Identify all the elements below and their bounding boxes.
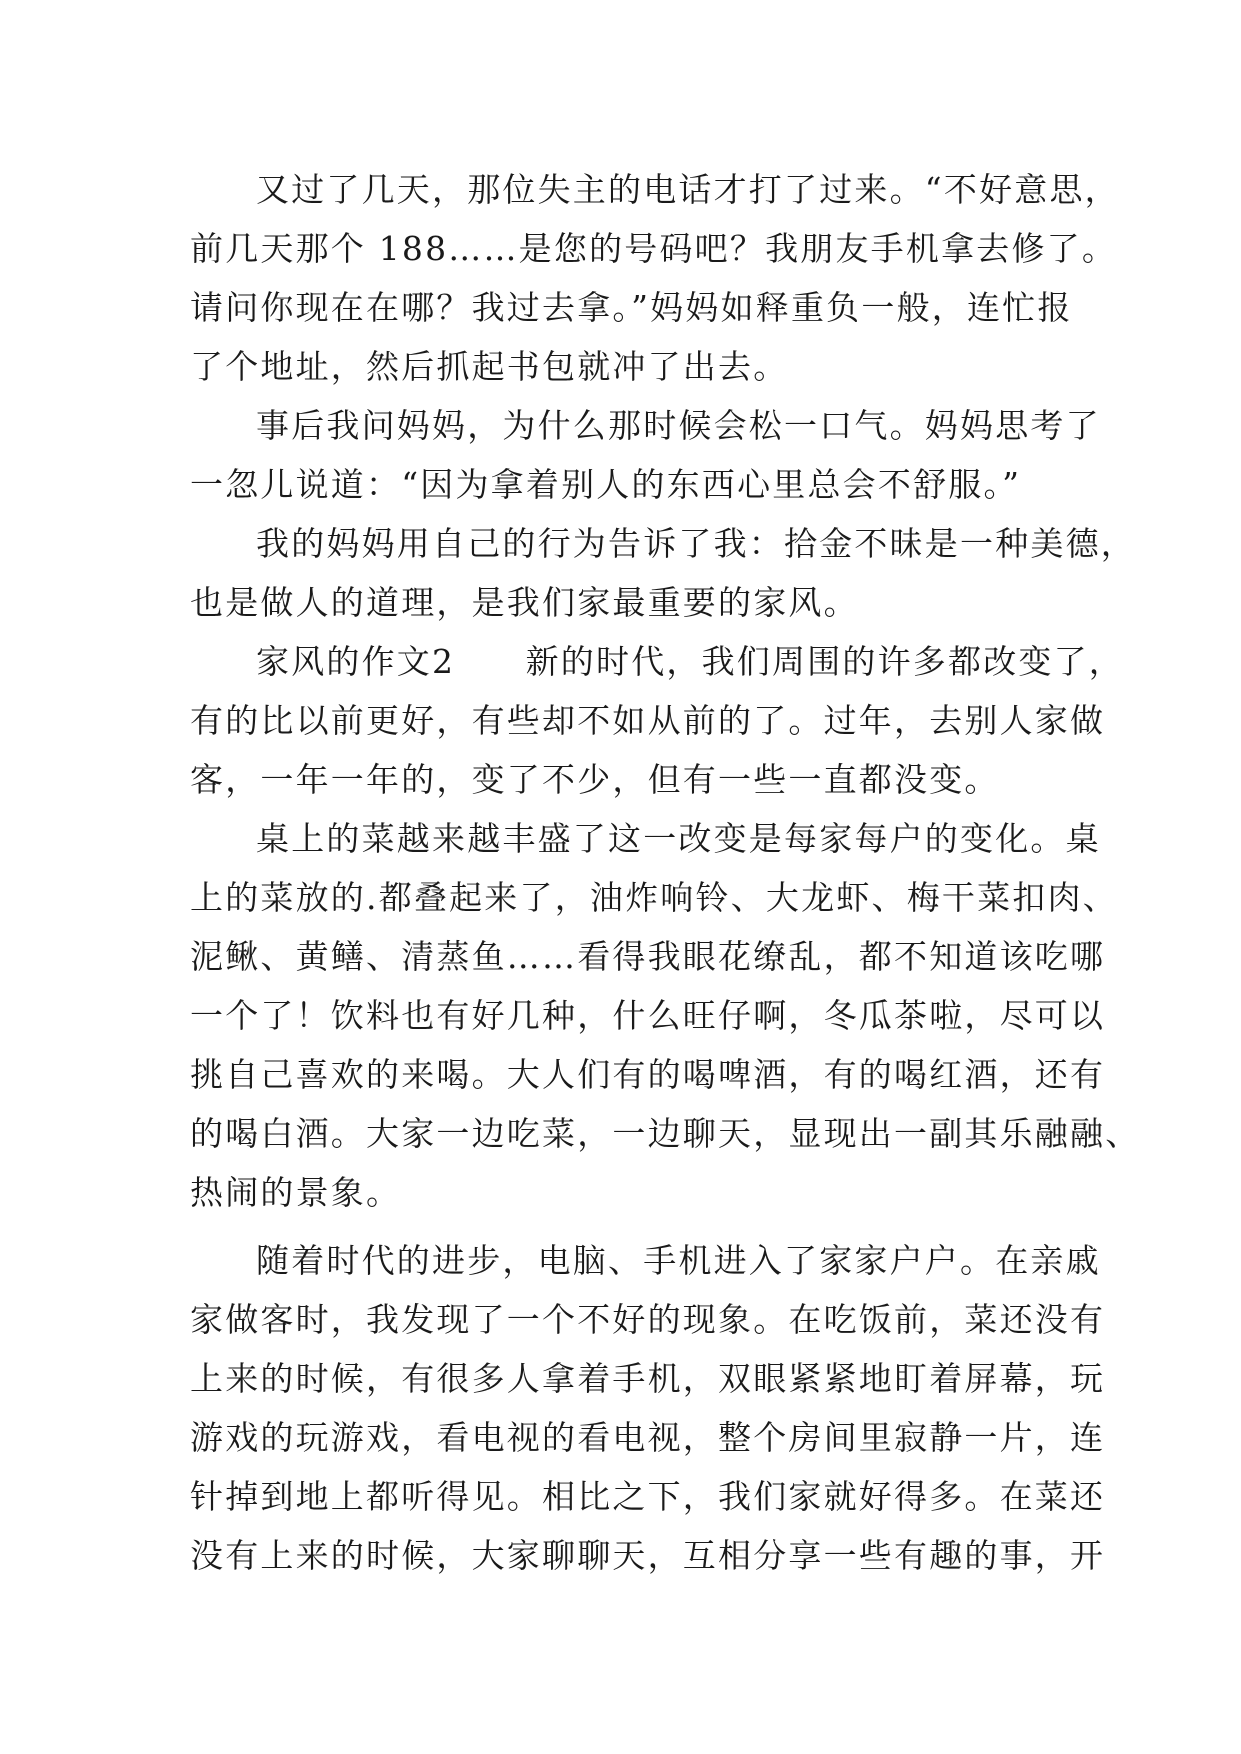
paragraph (190, 632, 1124, 809)
text-line: 事后我问妈妈，为什么那时候会松一口气。妈妈思考了 (256, 406, 1101, 445)
text-line: 热闹的景象。 (190, 1173, 402, 1212)
text-line: 请问你现在在哪？我过去拿。”妈妈如释重负一般，连忙报 (190, 288, 1073, 327)
text-line: 的喝白酒。大家一边吃菜，一边聊天，显现出一副其乐融融、 (190, 1114, 1141, 1153)
text-line: 了个地址，然后抓起书包就冲了出去。 (190, 347, 789, 386)
text-line: 桌上的菜越来越丰盛了这一改变是每家每户的变化。桌 (256, 819, 1101, 858)
text-line: 没有上来的时候，大家聊聊天，互相分享一些有趣的事，开 (190, 1536, 1106, 1575)
paragraph (190, 809, 1141, 1222)
text-line: 家风的作文2 新的时代，我们周围的许多都改变了， (256, 642, 1124, 681)
text-line: 前几天那个 188……是您的号码吧？我朋友手机拿去修了。 (190, 229, 1118, 268)
text-line: 家做客时，我发现了一个不好的现象。在吃饭前，菜还没有 (190, 1300, 1106, 1339)
text-line: 一忽儿说道：“因为拿着别人的东西心里总会不舒服。” (190, 465, 1022, 504)
text-line: 又过了几天，那位失主的电话才打了过来。“不好意思， (256, 170, 1120, 209)
text-line: 挑自己喜欢的来喝。大人们有的喝啤酒，有的喝红酒，还有 (190, 1055, 1106, 1094)
text-line: 我的妈妈用自己的行为告诉了我：拾金不昧是一种美德， (256, 524, 1136, 563)
text-line: 也是做人的道理，是我们家最重要的家风。 (190, 583, 859, 622)
paragraph (190, 514, 1136, 632)
paragraph (190, 160, 1120, 396)
text-line: 一个了！饮料也有好几种，什么旺仔啊，冬瓜茶啦，尽可以 (190, 996, 1106, 1035)
text-line: 上的菜放的.都叠起来了，油炸响铃、大龙虾、梅干菜扣肉、 (190, 878, 1118, 917)
text-line: 有的比以前更好，有些却不如从前的了。过年，去别人家做 (190, 701, 1106, 740)
paragraph (190, 1231, 1106, 1585)
document-body (190, 160, 1141, 1585)
text-line: 泥鳅、黄鳝、清蒸鱼……看得我眼花缭乱，都不知道该吃哪 (190, 937, 1106, 976)
paragraph (190, 396, 1101, 514)
text-line: 针掉到地上都听得见。相比之下，我们家就好得多。在菜还 (190, 1477, 1106, 1516)
text-line: 游戏的玩游戏，看电视的看电视，整个房间里寂静一片，连 (190, 1418, 1106, 1457)
text-line: 客，一年一年的，变了不少，但有一些一直都没变。 (190, 760, 1000, 799)
text-line: 随着时代的进步，电脑、手机进入了家家户户。在亲戚 (256, 1241, 1101, 1280)
text-line: 上来的时候，有很多人拿着手机，双眼紧紧地盯着屏幕，玩 (190, 1359, 1106, 1398)
